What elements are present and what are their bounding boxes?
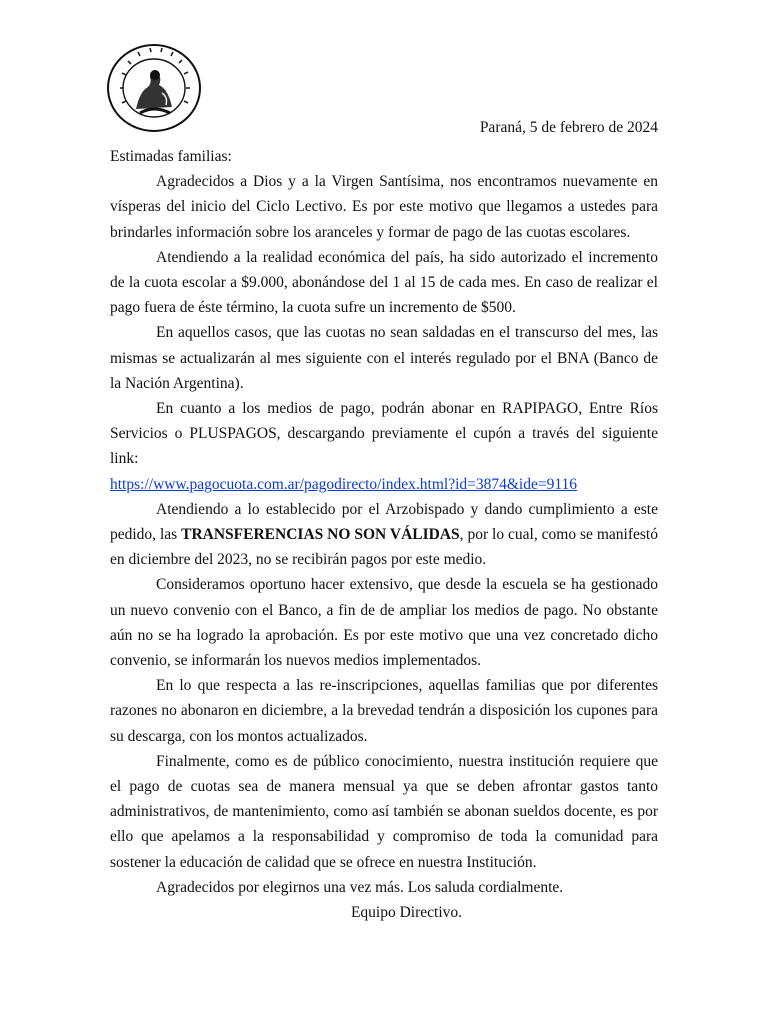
paragraph-thanks: Agradecidos por elegirnos una vez más. Los saluda cordialmente. [156, 878, 564, 896]
payment-link[interactable]: https://www.pagocuota.com.ar/pagodirecto/index.html?id=3874&ide=9116 [110, 475, 578, 493]
letter-date: Paraná, 5 de febrero de 2024 [479, 119, 658, 136]
transfers-text-before: Atendiendo a lo establecido por el Arzobispado y dando cumplimiento a este pedido, las [110, 500, 658, 544]
paragraph-bank-agreement: Consideramos oportuno hacer extensivo, que desde la escuela se ha gestionado un nuevo convenio con el Banco, a fin de de ampliar los medios de pago. No obstante aún no se ha logrado la aprobación. Es por este motivo que una vez concretado dicho convenio, se informarán los nuevos medios implementados. [110, 576, 658, 670]
paragraph-payment-methods: En cuanto a los medios de pago, podrán abonar en RAPIPAGO, Entre Ríos Servicios o PLUSPAGOS, descargando previamente el cupón a través del siguiente link: [110, 400, 658, 468]
paragraph-transfers [110, 497, 658, 573]
paragraph-late-payment: En aquellos casos, que las cuotas no sean saldadas en el transcurso del mes, las mismas se actualizarán al mes siguiente con el interés regulado por el BNA (Banco de la Nación Argentina). [110, 324, 658, 392]
paragraph-closing: Finalmente, como es de público conocimiento, nuestra institución requiere que el pago de cuotas sea de manera mensual ya que se deben afrontar gastos tanto administrativos, de mantenimiento, como así también se abonan sueldos docente, es por ello que apelamos a la responsabilidad y compromiso de toda la comunidad para sostener la educación de calidad que se ofrece en nuestra Institución. [110, 752, 658, 871]
paragraph-reinscriptions: En lo que respecta a las re-inscripciones, aquellas familias que por diferentes razones no abonaron en diciembre, a la brevedad tendrán a disposición los cupones para su descarga, con los montos actualizados. [110, 677, 658, 745]
transfers-text-after: , por lo cual, como se manifestó en diciembre del 2023, no se recibirán pagos por este medio. [110, 526, 658, 569]
paragraph-fee: Atendiendo a la realidad económica del país, ha sido autorizado el incremento de la cuota escolar a $9.000, abonándose del 1 al 15 de cada mes. En caso de realizar el pago fuera de éste término, la cuota sufre un incremento de $500. [110, 248, 658, 317]
signature: Equipo Directivo. [350, 904, 463, 922]
school-seal-icon [106, 43, 202, 133]
letter-body [110, 144, 658, 925]
greeting: Estimadas familias: [110, 148, 232, 165]
paragraph-intro: Agradecidos a Dios y a la Virgen Santísima, nos encontramos nuevamente en vísperas del inicio del Ciclo Lectivo. Es por este motivo que llegamos a ustedes para brindarles información sobre los aranceles y formar de pago de las cuotas escolares. [110, 173, 658, 241]
transfers-warning: TRANSFERENCIAS NO SON VÁLIDAS [181, 526, 460, 544]
